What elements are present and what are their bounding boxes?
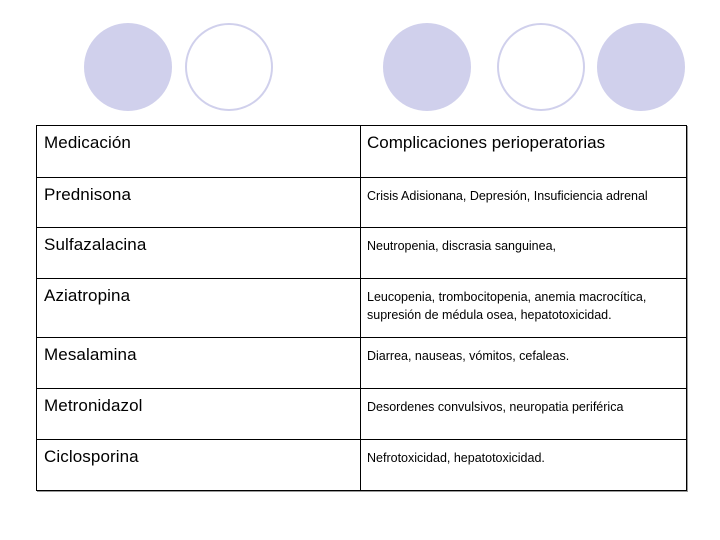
medication-cell [37, 389, 361, 440]
complications-cell [361, 228, 687, 279]
header-cell-medication [37, 126, 361, 178]
decor-circle-ring [185, 23, 273, 111]
medication-cell [37, 228, 361, 279]
decor-circle-ring [497, 23, 585, 111]
medication-name: Metronidazol [44, 396, 143, 415]
complications-cell [361, 338, 687, 389]
complications-cell [361, 389, 687, 440]
table-row [37, 178, 687, 228]
decorative-circles [0, 0, 720, 120]
complications-text: Desordenes convulsivos, neuropatia periférica [367, 400, 624, 414]
medication-name: Prednisona [44, 185, 132, 204]
medication-cell [37, 279, 361, 338]
complications-text: Neutropenia, discrasia sanguinea, [367, 239, 557, 253]
table-row [37, 279, 687, 338]
table-row [37, 338, 687, 389]
decor-circle-filled [597, 23, 685, 111]
header-cell-complications [361, 126, 687, 178]
complications-text: Nefrotoxicidad, hepatotoxicidad. [367, 451, 545, 465]
complications-text: Leucopenia, trombocitopenia, anemia macrocítica, supresión de médula osea, hepatotoxicidad. [367, 290, 647, 322]
decor-circle-filled [383, 23, 471, 111]
header-complications: Complicaciones perioperatorias [367, 133, 606, 152]
medication-name: Mesalamina [44, 345, 137, 364]
decor-circle-filled [84, 23, 172, 111]
table-row [37, 389, 687, 440]
header-medication: Medicación [44, 133, 131, 152]
medication-cell [37, 440, 361, 491]
table-row [37, 228, 687, 279]
medication-cell [37, 178, 361, 228]
table-row [37, 440, 687, 491]
medication-name: Sulfazalacina [44, 235, 147, 254]
table-header-row [37, 126, 687, 178]
complications-cell [361, 178, 687, 228]
complications-text: Crisis Adisionana, Depresión, Insuficiencia adrenal [367, 189, 648, 203]
medication-name: Ciclosporina [44, 447, 139, 466]
medication-name: Aziatropina [44, 286, 131, 305]
complications-cell [361, 279, 687, 338]
medication-complications-table [36, 125, 687, 491]
complications-cell [361, 440, 687, 491]
complications-text: Diarrea, nauseas, vómitos, cefaleas. [367, 349, 570, 363]
medication-cell [37, 338, 361, 389]
